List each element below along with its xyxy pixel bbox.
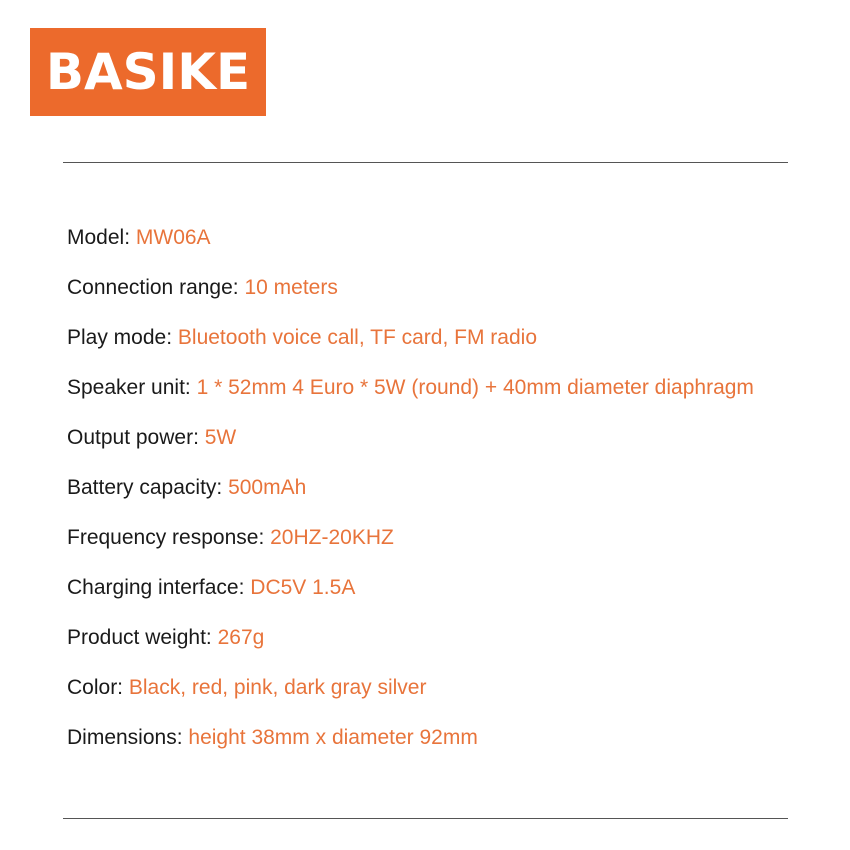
spec-label: Connection range: [67,276,239,299]
spec-label: Charging interface: [67,576,245,599]
spec-label: Model: [67,226,131,249]
spec-charging-interface [67,570,754,620]
spec-label: Output power: [67,426,199,449]
brand-logo [30,28,266,116]
spec-value: DC5V 1.5A [250,576,356,599]
spec-dimensions [67,720,754,770]
spec-label: Speaker unit: [67,376,191,399]
spec-value: MW06A [135,226,211,249]
top-divider [63,162,788,163]
spec-value: height 38mm x diameter 92mm [188,726,478,749]
spec-play-mode [67,320,754,370]
spec-value: 500mAh [228,476,307,499]
spec-frequency-response [67,520,754,570]
spec-speaker-unit [67,370,754,420]
spec-label: Product weight: [67,626,212,649]
spec-value: 1 * 52mm 4 Euro * 5W (round) + 40mm diameter diaphragm [196,376,754,399]
spec-product-weight [67,620,754,670]
brand-logo-text: BASIKE [45,43,251,101]
spec-model [67,220,754,270]
spec-output-power [67,420,754,470]
spec-value: 267g [217,626,265,649]
spec-list [67,220,754,770]
spec-value: 5W [204,426,237,449]
spec-label: Battery capacity: [67,476,223,499]
spec-label: Dimensions: [67,726,183,749]
spec-value: Black, red, pink, dark gray silver [128,676,427,699]
spec-value: Bluetooth voice call, TF card, FM radio [177,326,537,349]
spec-color [67,670,754,720]
spec-value: 20HZ-20KHZ [270,526,394,549]
spec-value: 10 meters [244,276,338,299]
spec-label: Play mode: [67,326,173,349]
spec-label: Color: [67,676,124,699]
spec-battery-capacity [67,470,754,520]
spec-label: Frequency response: [67,526,265,549]
bottom-divider [63,818,788,819]
spec-connection-range [67,270,754,320]
